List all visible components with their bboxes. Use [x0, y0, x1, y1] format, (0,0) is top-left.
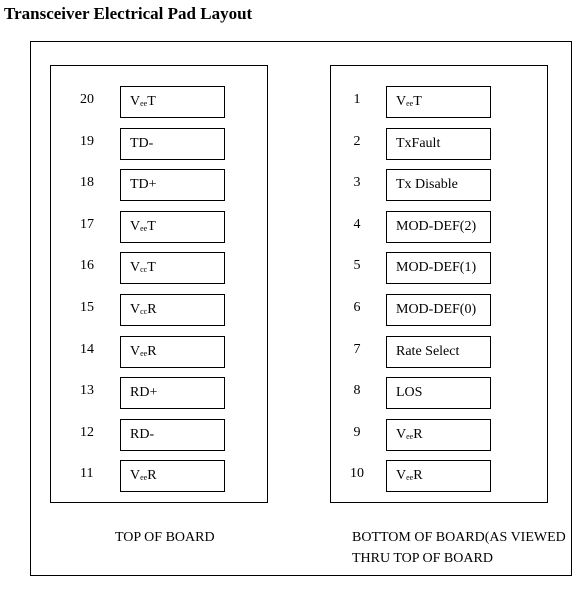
pin-number: 19	[80, 133, 94, 149]
pad-label-main: LOS	[396, 385, 423, 401]
pad-label-main: V	[396, 426, 407, 442]
top-board-caption: TOP OF BOARD	[115, 530, 215, 545]
pad-row	[0, 128, 583, 160]
pad-box	[386, 294, 491, 326]
pad-box	[386, 211, 491, 243]
pad-row	[0, 294, 583, 326]
pad-label-main: V	[130, 218, 141, 234]
pin-number: 2	[353, 133, 361, 149]
pad-box	[386, 377, 491, 409]
pad-label-main: MOD-DEF(0)	[396, 302, 477, 317]
page-title: Transceiver Electrical Pad Layout	[4, 4, 253, 23]
pad-label	[396, 385, 422, 401]
pin-number: 18	[80, 175, 94, 191]
pad-row	[0, 86, 583, 118]
pad-label-subscript: ee	[406, 473, 414, 483]
pin-number: 12	[80, 424, 94, 440]
pad-label-subscript: ee	[406, 99, 414, 108]
pad-label-main: Tx Disable	[396, 177, 458, 193]
pad-label-main: MOD-DEF(2)	[396, 218, 477, 234]
pad-label-suffix: T	[147, 94, 156, 109]
pad-label	[396, 177, 458, 193]
pad-box	[386, 460, 491, 492]
pad-label-suffix: R	[147, 343, 157, 359]
pad-label-subscript: ee	[140, 473, 148, 483]
pad-box	[386, 86, 491, 118]
pad-label-main: V	[130, 94, 141, 109]
pad-label	[396, 136, 440, 152]
pin-number: 17	[80, 216, 94, 232]
pad-row	[0, 169, 583, 201]
pin-number: 8	[353, 383, 361, 399]
pad-label-subscript: ee	[140, 348, 148, 358]
pad-row	[0, 252, 583, 284]
pin-number: 4	[353, 216, 361, 232]
bottom-board-caption-line2: THRU TOP OF BOARD	[352, 551, 493, 566]
pad-label-suffix: T	[147, 260, 156, 276]
pin-number: 6	[353, 300, 361, 315]
pin-number: 1	[353, 92, 361, 107]
pad-row	[0, 336, 583, 368]
pin-number: 15	[80, 300, 94, 315]
pad-label-suffix: R	[147, 468, 157, 484]
pad-row	[0, 211, 583, 243]
pad-label-main: TD-	[130, 135, 154, 151]
pad-label	[396, 302, 476, 318]
pad-label	[396, 344, 459, 360]
pad-label-main: V	[130, 260, 141, 276]
pad-label	[396, 260, 476, 276]
pad-label-main: V	[396, 94, 407, 109]
pad-label-main: TxFault	[396, 135, 441, 151]
pad-label	[396, 468, 423, 484]
bottom-board-caption-line1: BOTTOM OF BOARD(AS VIEWED	[352, 530, 566, 545]
pad-box	[386, 128, 491, 160]
pad-label-suffix: R	[413, 426, 423, 442]
pad-box	[386, 252, 491, 284]
pin-number: 10	[350, 466, 364, 482]
pin-number: 14	[80, 341, 94, 357]
pad-row	[0, 460, 583, 492]
pad-label-suffix: T	[147, 218, 156, 234]
pin-number: 13	[80, 383, 94, 399]
pad-label	[396, 427, 423, 443]
pad-label	[396, 94, 422, 110]
pad-row	[0, 377, 583, 409]
pad-label-suffix: R	[147, 302, 157, 317]
pad-label-main: RD+	[130, 385, 158, 401]
pad-label-main: V	[396, 468, 407, 484]
pad-box	[386, 169, 491, 201]
pad-label-main: Rate Select	[396, 343, 460, 359]
pin-number: 16	[80, 258, 94, 274]
pad-label-subscript: cc	[140, 265, 148, 275]
pad-box	[386, 419, 491, 451]
pin-number: 11	[80, 466, 94, 482]
pad-box	[386, 336, 491, 368]
pin-number: 9	[353, 424, 361, 440]
pad-label-main: MOD-DEF(1)	[396, 260, 477, 276]
pin-number: 3	[353, 175, 361, 191]
pad-label-main: V	[130, 343, 141, 359]
pad-label-main: V	[130, 302, 141, 317]
pad-label-subscript: ee	[140, 223, 148, 233]
pad-label-subscript: cc	[140, 307, 148, 316]
pin-number: 5	[353, 258, 361, 274]
pin-number: 20	[80, 92, 94, 107]
pad-label-main: RD-	[130, 426, 155, 442]
pad-label	[396, 219, 476, 235]
pad-label-main: V	[130, 468, 141, 484]
pad-label-suffix: T	[413, 94, 422, 109]
pad-label-main: TD+	[130, 177, 157, 193]
pad-label-subscript: ee	[406, 431, 414, 441]
pin-number: 7	[353, 341, 361, 357]
pad-row	[0, 419, 583, 451]
pad-label-subscript: ee	[140, 99, 148, 108]
pad-label-suffix: R	[413, 468, 423, 484]
